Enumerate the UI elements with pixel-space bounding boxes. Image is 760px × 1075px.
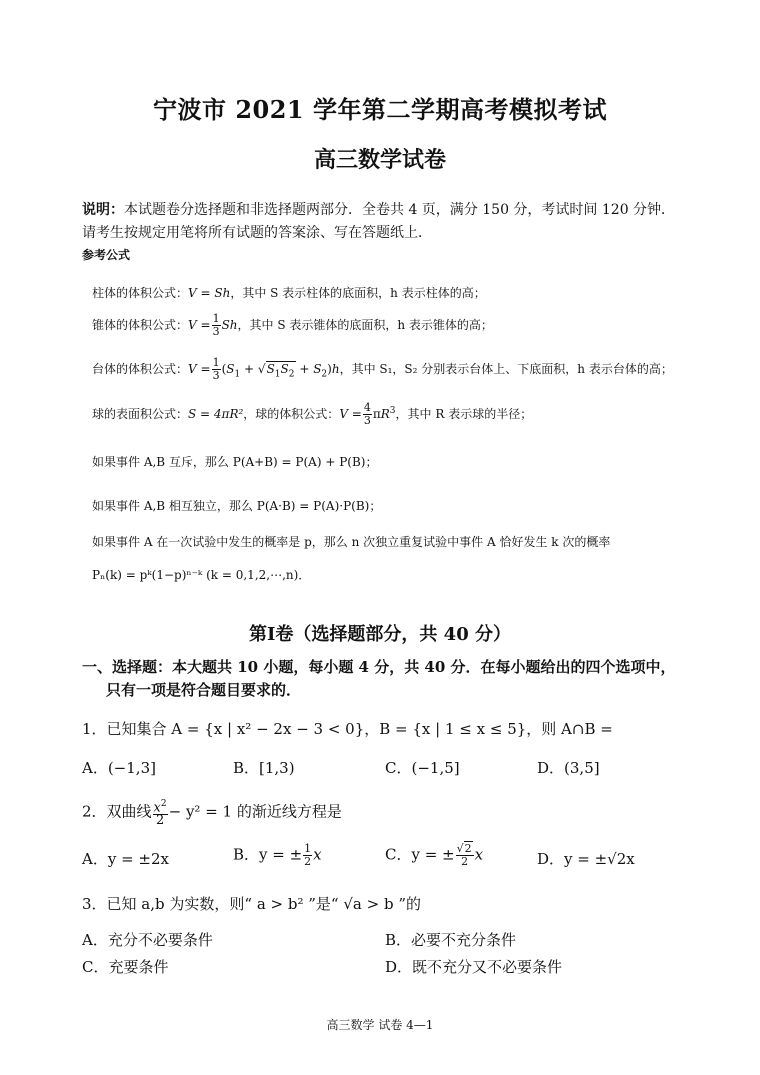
question-3-option-a[interactable]: A．充分不必要条件 (82, 931, 213, 949)
formula-mid: ，球的体积公式： (243, 407, 340, 421)
question-2-option-a[interactable]: A．y = ±2x (82, 850, 169, 868)
question-2-option-b[interactable]: B．y = ± $\frac{1}{2}$ x (233, 842, 322, 868)
formula-bernoulli-expr: Pₙ(k) = pᵏ(1−p)ⁿ⁻ᵏ (k = 0,1,2,⋯,n)． (92, 568, 311, 582)
fraction-one-third: $\frac{1}{3}$ (212, 312, 220, 338)
question-3-option-b[interactable]: B．必要不充分条件 (385, 931, 517, 949)
question-1-option-d[interactable]: D．(3,5] (537, 759, 600, 777)
formula-label: 柱体的体积公式： (92, 286, 189, 300)
fraction-four-thirds: $\frac{4}{3}$ (363, 401, 371, 427)
section-title: 第Ⅰ卷（选择题部分，共 40 分） (248, 624, 511, 645)
question-1-stem: 1．已知集合 A = {x | x² − 2x − 3 < 0}，B = {x | 1 ≤ x ≤ 5}，则 A∩B = (82, 720, 613, 738)
question-2-stem (82, 798, 342, 827)
instructions-label: 说明： (82, 202, 124, 218)
question-2-option-c[interactable]: C．y = ± $\frac{√2}{2}$ x (385, 842, 484, 868)
formula-bernoulli-text: 如果事件 A 在一次试验中发生的概率是 p，那么 n 次独立重复试验中事件 A 恰好发生 k 次的概率 (92, 535, 611, 549)
instructions-line-2: 只有一项是符合题目要求的． (106, 681, 302, 699)
question-2-option-d[interactable]: D．y = ±√2x (537, 850, 635, 868)
formula-expr: V = Sh (188, 286, 231, 300)
option-prefix: B．y = ± (233, 845, 303, 864)
option-prefix: C．y = ± (385, 845, 455, 864)
instructions (82, 199, 682, 245)
question-2-stem-pre: 2．双曲线 (82, 802, 152, 821)
fraction-one-half: $\frac{1}{2}$ (304, 842, 312, 868)
formula-frustum: 台体的体积公式：V = $\frac{1}{3}$ $(S_1 + √S_1S_2 + S_2)h$，其中 S₁，S₂ 分别表示台体上、下底面积，h 表示台体的高； (92, 356, 673, 382)
section-instructions (82, 656, 702, 702)
formula-desc: ，其中 R 表示球的半径； (395, 407, 533, 421)
page-footer: 高三数学 试卷 4—1 (326, 1018, 434, 1032)
question-3-stem: 3．已知 a,b 为实数，则“ a > b² ”是“ √a > b ”的 (82, 895, 422, 913)
instructions-line-1: 一、选择题：本大题共 10 小题，每小题 4 分，共 40 分．在每小题给出的四个选项中， (82, 658, 676, 676)
question-1-option-c[interactable]: C．(−1,5] (385, 759, 460, 777)
formula-pyramid: 锥体的体积公式：V = $\frac{1}{3}$ Sh，其中 S 表示锥体的底面积，h 表示锥体的高； (92, 312, 493, 338)
formula-desc: ，其中 S₁，S₂ 分别表示台体上、下底面积，h 表示台体的高； (339, 362, 673, 376)
question-3-option-c[interactable]: C．充要条件 (82, 958, 169, 976)
question-2-stem-post: − y² = 1 的渐近线方程是 (168, 802, 342, 821)
formula-label: 锥体的体积公式： (92, 318, 189, 332)
question-1-option-a[interactable]: A．(−1,3] (82, 759, 156, 777)
fraction-one-third: $\frac{1}{3}$ (212, 356, 220, 382)
formula-prism (92, 284, 486, 301)
fraction-x2-over-2: $\frac{x^2}{2}$ (153, 799, 167, 829)
formula-sphere: 球的表面积公式：S = 4πR²，球的体积公式：V = $\frac{4}{3}$ $\pi R^3$，其中 R 表示球的半径； (92, 401, 533, 427)
reference-heading: 参考公式 (82, 248, 131, 262)
formula-expr: S = 4πR² (188, 407, 244, 421)
exam-subtitle: 高三数学试卷 (313, 147, 446, 173)
exam-title: 宁波市 2021 学年第二学期高考模拟考试 (152, 95, 607, 124)
instructions-text: 本试题卷分选择题和非选择题两部分．全卷共 4 页，满分 150 分，考试时间 120 分钟．请考生按规定用笔将所有试题的答案涂、写在答题纸上． (82, 202, 676, 241)
formula-exclusive-events: 如果事件 A,B 互斥，那么 P(A+B) = P(A) + P(B)； (92, 455, 378, 469)
question-1-option-b[interactable]: B．[1,3) (233, 759, 295, 777)
formula-desc: ，其中 S 表示锥体的底面积，h 表示锥体的高； (237, 318, 493, 332)
formula-label: 台体的体积公式： (92, 362, 189, 376)
question-3-option-d[interactable]: D．既不充分又不必要条件 (385, 958, 563, 976)
fraction-root2-over-2: $\frac{√2}{2}$ (456, 842, 472, 868)
formula-label: 球的表面积公式： (92, 407, 189, 421)
formula-desc: ，其中 S 表示柱体的底面积，h 表示柱体的高； (230, 286, 486, 300)
formula-independent-events: 如果事件 A,B 相互独立，那么 P(A·B) = P(A)·P(B)； (92, 499, 382, 513)
